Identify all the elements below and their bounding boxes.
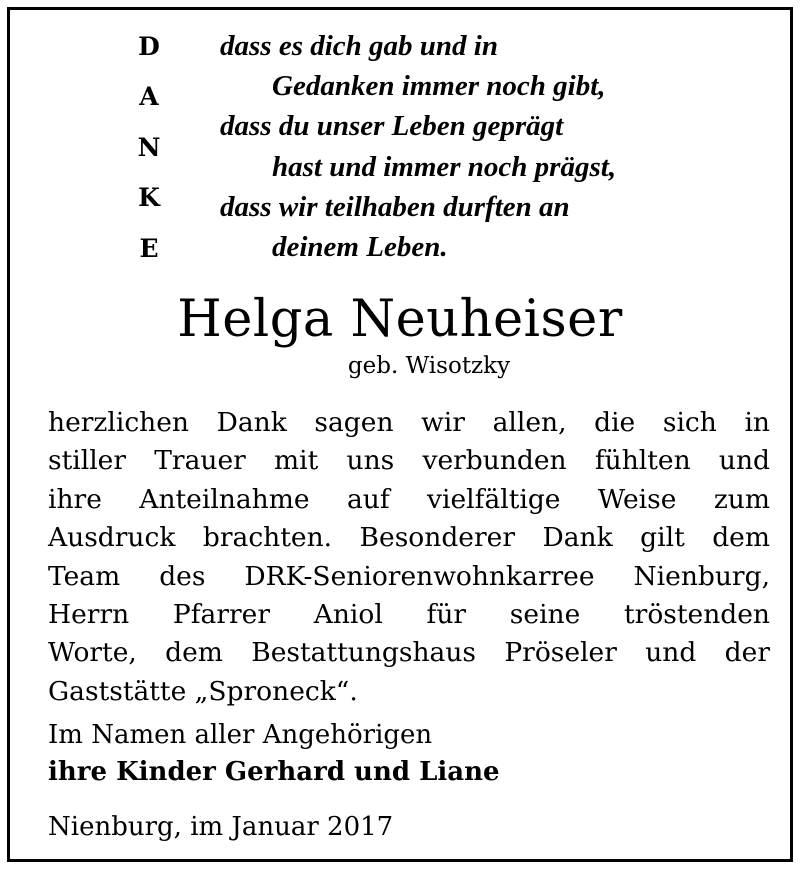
place-date: Nienburg, im Januar 2017 [48, 812, 394, 842]
acrostic-letter: A [139, 82, 159, 111]
signature-intro: Im Namen aller Angehörigen [48, 720, 433, 750]
signature-names: ihre Kinder Gerhard und Liane [48, 757, 500, 787]
deceased-name: Helga Neuheiser [177, 290, 623, 349]
message-line: Ausdruck brachten. Besonderer Dank gilt dem [48, 522, 770, 554]
message-line: ihre Anteilnahme auf vielfältige Weise zum [48, 483, 770, 515]
message-line: Worte, dem Bestattungshaus Pröseler und der [48, 637, 770, 669]
verse-line: hast und immer noch prägst, [272, 151, 617, 183]
verse-line: deinem Leben. [272, 231, 448, 263]
verse-line: dass du unser Leben geprägt [220, 110, 564, 142]
message-line: Gaststätte „Sproneck“. [48, 675, 358, 707]
verse-line: dass es dich gab und in [220, 30, 498, 62]
message-line: stiller Trauer mit uns verbunden fühlten und [48, 445, 770, 477]
message-line: herzlichen Dank sagen wir allen, die sich in [48, 407, 770, 438]
verse-line: Gedanken immer noch gibt, [272, 70, 606, 102]
acrostic-letter: D [138, 32, 160, 61]
message-line: Herrn Pfarrer Aniol für seine tröstenden [48, 598, 770, 630]
maiden-name: geb. Wisotzky [347, 353, 511, 379]
acrostic-letter: N [137, 133, 161, 162]
acrostic-letter: E [139, 234, 159, 263]
message-paragraph [48, 404, 770, 711]
message-line: Team des DRK-Seniorenwohnkarree Nienburg, [48, 560, 770, 592]
acrostic-letter: K [138, 183, 160, 212]
verse-line: dass wir teilhaben durften an [220, 191, 570, 223]
